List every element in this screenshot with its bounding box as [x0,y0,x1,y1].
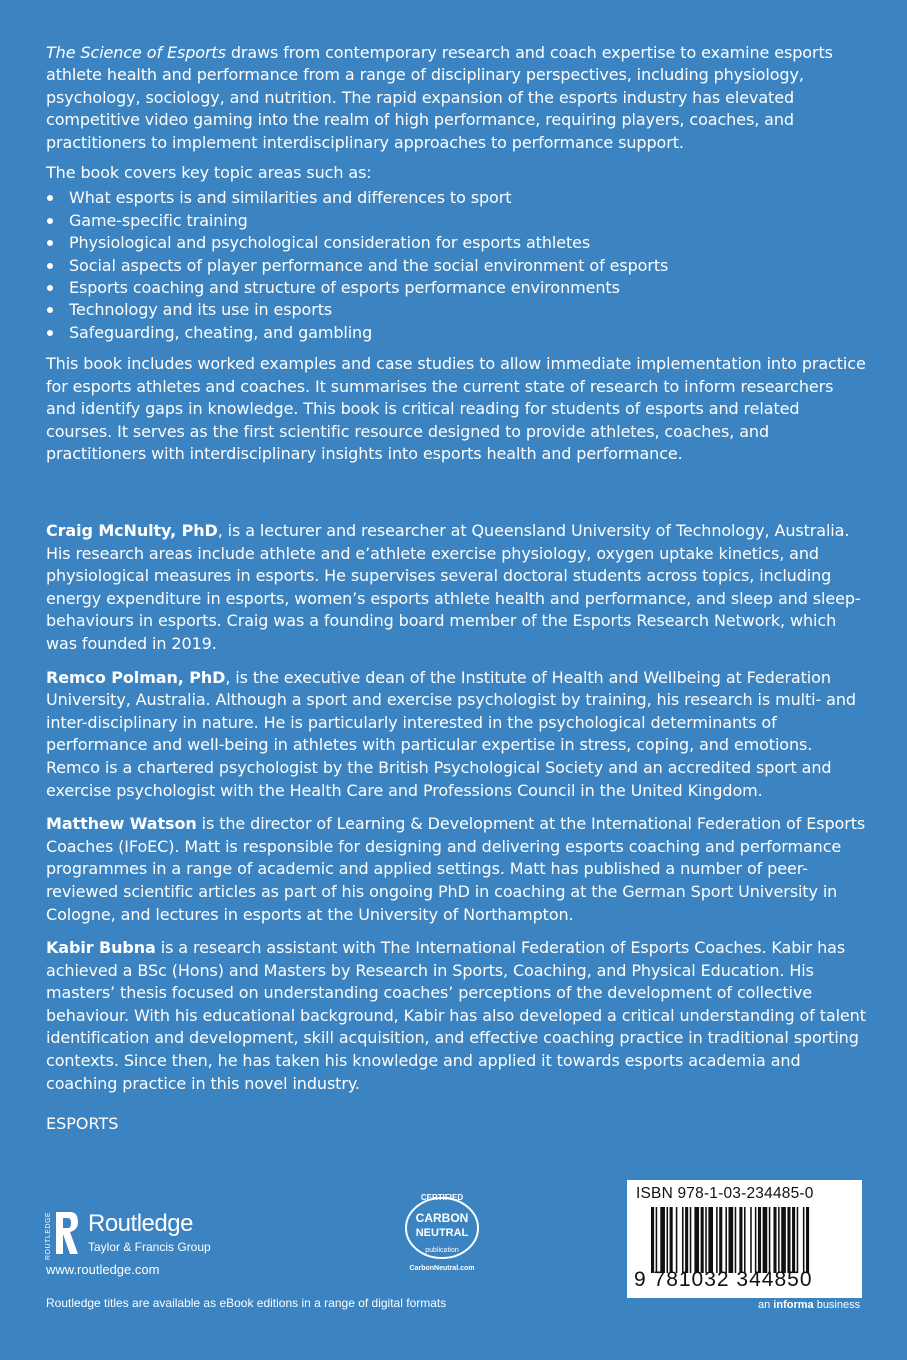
author-bio-text: is the director of Learning & Development at the International Federation of Esports Coaches (IFoEC). Matt is responsible for designing and delivering esports coaching and performance programmes in a range of academic and applied settings. Matt has published a number of peer-reviewed scientific articles as part of his ongoing PhD in coaching at the German Sport University in Cologne, and lectures in esports at the University of Northampton. [46,814,866,924]
topic-item [46,299,868,321]
bullet-icon [47,285,53,291]
publisher-name: Routledge [88,1210,193,1237]
topic-list [46,187,868,344]
svg-text:CARBON: CARBON [415,1211,469,1225]
barcode-graphic [651,1207,853,1273]
barcode-digits: 9 781032 344850 [634,1268,813,1291]
informa-tagline [758,1299,860,1311]
barcode-stripe [755,1207,757,1273]
informa-name: informa [773,1299,814,1311]
bullet-icon [47,218,53,224]
bullet-icon [47,240,53,246]
barcode-stripe [763,1207,768,1273]
barcode-stripe [773,1207,776,1273]
informa-prefix: an [758,1299,774,1311]
carbon-neutral-logo [398,1182,486,1278]
bullet-icon [47,330,53,336]
svg-text:ROUTLEDGE: ROUTLEDGE [45,1211,52,1260]
barcode-stripe [725,1207,727,1273]
barcode-stripe [739,1207,742,1273]
author-bios [46,520,868,1106]
intro-paragraph [46,42,868,154]
topic-text: Physiological and psychological consideration for esports athletes [69,233,591,253]
topic-text: Technology and its use in esports [69,300,333,320]
bullet-icon [47,195,53,201]
topic-item [46,187,868,209]
barcode-stripe [676,1207,678,1273]
barcode-stripe [660,1207,665,1273]
barcode-stripe [719,1207,722,1273]
topic-item [46,277,868,299]
barcode-stripe [769,1207,771,1273]
barcode-stripe [685,1207,688,1273]
svg-text:NEUTRAL: NEUTRAL [415,1227,469,1239]
topic-text: Esports coaching and structure of esports performance environments [69,278,620,298]
author-bio [46,667,868,803]
author-name: Matthew Watson [46,814,197,834]
author-bio [46,813,868,926]
publisher-group: Taylor & Francis Group [88,1240,211,1254]
topic-item [46,210,868,232]
barcode-stripe [806,1207,809,1273]
author-bio-text: is a research assistant with The International Federation of Esports Coaches. Kabir has achieved a BSc (Hons) and Masters by Research in Sports, Coaching, and Physical Education. His masters’ thesis focused on understanding coaches’ perceptions of the development of collective behaviour. With his educational background, Kabir has also developed a critical understanding of talent identification and development, skill acquisition, and effective coaching practice in traditional sporting contexts. Since then, he has taken his knowledge and applied it towards esports academia and coaching practice in this novel industry. [46,938,866,1093]
carbon-neutral-icon [398,1182,486,1278]
barcode-stripe [735,1207,737,1273]
barcode-stripe [758,1207,761,1273]
barcode-stripe [797,1207,799,1273]
isbn-barcode [627,1180,862,1298]
barcode-stripe [667,1207,669,1273]
barcode-stripe [690,1207,692,1273]
barcode-stripe [781,1207,786,1273]
ebook-notice: Routledge titles are available as eBook editions in a range of digital formats [46,1296,447,1310]
author-bio [46,937,868,1095]
covers-label: The book covers key topic areas such as: [46,163,372,183]
author-name: Remco Polman, PhD [46,667,226,687]
svg-text:CarbonNeutral.com: CarbonNeutral.com [409,1265,475,1272]
isbn-label: ISBN 978-1-03-234485-0 [636,1185,814,1202]
author-bio-text: , is the executive dean of the Institute of Health and Wellbeing at Federation University, Australia. Although a sport and exercise psychologist by training, his research is multi- and inter-disciplinary in nature. He is particularly interested in the psychological determinants of performance and well-being in athletes with particular expertise in stress, coping, and emotions. Remco is a chartered psychologist by the British Psychological Society and an accredited sport and exercise psychologist with the Health Care and Professions Council in the United Kingdom. [46,667,856,800]
barcode-bars [651,1207,853,1273]
topic-text: Game-specific training [69,210,248,230]
author-name: Kabir Bubna [46,938,156,958]
barcode-stripe [656,1207,658,1273]
author-bio [46,520,868,656]
topic-text: Safeguarding, cheating, and gambling [69,322,373,342]
barcode-stripe [792,1207,795,1273]
barcode-stripe [705,1207,707,1273]
barcode-stripe [729,1207,734,1273]
barcode-stripe [787,1207,790,1273]
barcode-stripe [744,1207,746,1273]
barcode-stripe [694,1207,699,1273]
book-title: The Science of Esports [46,43,226,62]
publisher-url[interactable]: www.routledge.com [46,1262,160,1277]
barcode-stripe [651,1207,654,1273]
topic-text: Social aspects of player performance and the social environment of esports [69,255,669,275]
topic-item [46,322,868,344]
closing-paragraph: This book includes worked examples and case studies to allow immediate implementation into practice for esports athletes and coaches. It summarises the current state of research to inform researchers and identify gaps in knowledge. This book is critical reading for students of esports and related courses. It serves as the first scientific resource designed to provide athletes, coaches, and practitioners with interdisciplinary insights into esports health and performance. [46,354,866,463]
barcode-stripe [708,1207,713,1273]
barcode-stripe [682,1207,684,1273]
routledge-r-icon [44,1208,80,1260]
author-name: Craig McNulty, PhD [46,521,218,540]
back-cover-blurb [46,42,868,465]
barcode-stripe [670,1207,673,1273]
informa-suffix: business [813,1299,861,1311]
barcode-stripe [716,1207,718,1273]
svg-text:CERTIFIED: CERTIFIED [420,1193,464,1202]
barcode-stripe [803,1207,805,1273]
bullet-icon [47,307,53,313]
svg-text:publication: publication [425,1247,459,1254]
topic-item [46,255,868,277]
barcode-stripe [701,1207,704,1273]
subject-category: ESPORTS [46,1114,119,1133]
intro-text: draws from contemporary research and coach expertise to examine esports athlete health and performance from a range of disciplinary perspectives, including physiology, psychology, sociology, and nutrition. The rapid expansion of the esports industry has elevated competitive video gaming into the realm of high performance, requiring players, coaches, and practitioners to implement interdisciplinary approaches to performance support. [46,43,833,152]
bullet-icon [47,263,53,269]
barcode-stripe [750,1207,752,1273]
topic-item [46,232,868,254]
barcode-stripe [778,1207,780,1273]
author-bio-text: , is a lecturer and researcher at Queensland University of Technology, Australia. His research areas include athlete and e’athlete exercise physiology, oxygen uptake kinetics, and physiological measures in esports. He supervises several doctoral students across topics, including energy expenditure in esports, women’s esports athlete health and performance, and sleep and sleep-behaviours in esports. Craig was a founding board member of the Esports Research Network, which was founded in 2019. [46,521,861,653]
topic-text: What esports is and similarities and differences to sport [69,188,512,208]
